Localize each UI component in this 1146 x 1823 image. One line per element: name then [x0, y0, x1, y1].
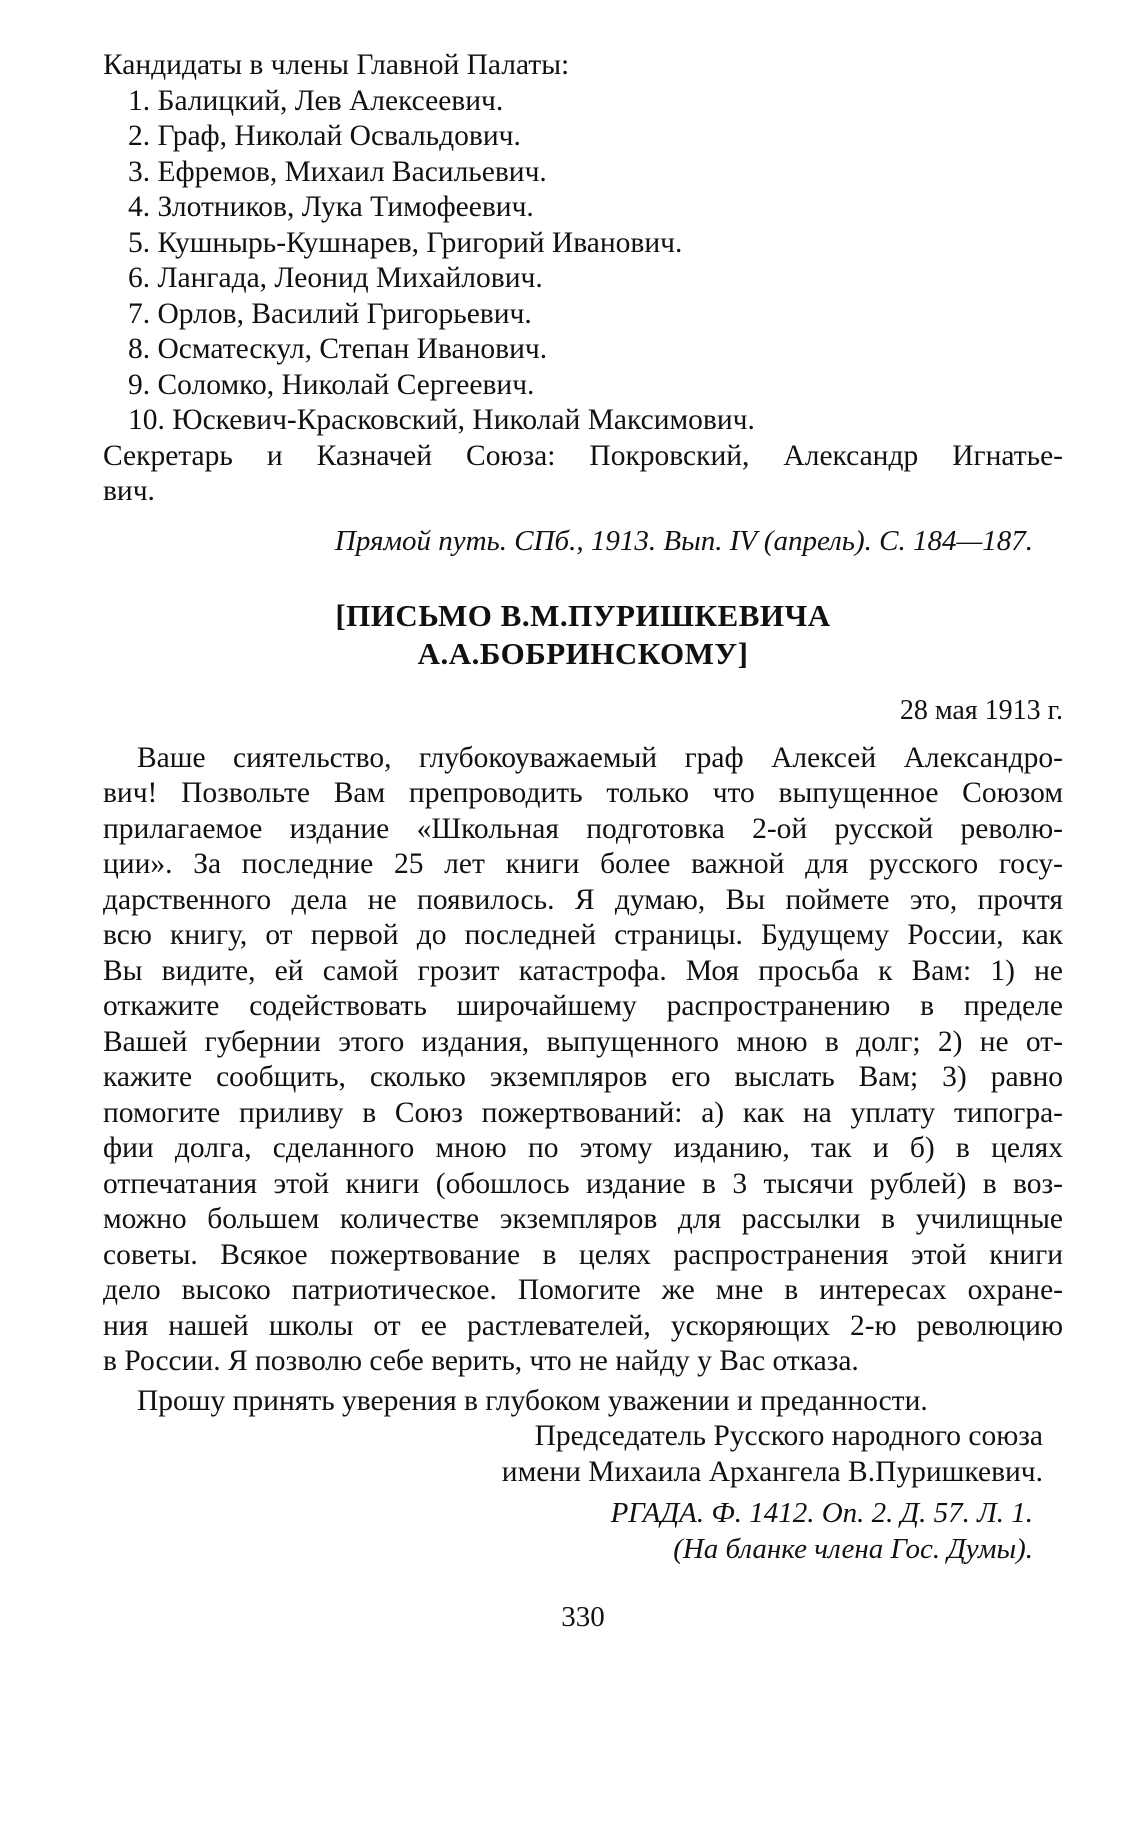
candidate-item: 6. Лангада, Леонид Михайлович.	[128, 262, 543, 294]
letter-body-line: советы. Всякое пожертвование в целях распространения этой книги	[103, 1238, 1063, 1271]
candidate-item: 4. Злотников, Лука Тимофеевич.	[128, 191, 534, 223]
letter-body-line: фии долга, сделанного мною по этому изданию, так и б) в целях	[103, 1132, 1063, 1164]
signature-line2: имени Михаила Архангела В.Пуришкевич.	[501, 1455, 1043, 1488]
letter-body-line: дарственного дела не появилось. Я думаю, Вы поймете это, прочтя	[103, 883, 1063, 916]
letter-body-line: дело высоко патриотическое. Помогите же мне в интересах охране-	[103, 1274, 1063, 1306]
letter-date: 28 мая 1913 г.	[899, 695, 1063, 726]
secretary-line-end: вич.	[103, 475, 155, 507]
candidate-item: 1. Балицкий, Лев Алексеевич.	[128, 84, 504, 117]
archive-note: (На бланке члена Гос. Думы).	[673, 1532, 1033, 1565]
letter-body-line: Вашей губернии этого издания, выпущенного мною в долг; 2) не от-	[103, 1025, 1063, 1058]
candidate-item: 10. Юскевич-Красковский, Николай Максимович.	[128, 404, 755, 436]
document-page	[103, 48, 1063, 1634]
letter-title-line1: [ПИСЬМО В.М.ПУРИШКЕВИЧА	[335, 598, 831, 633]
letter-closing: Прошу принять уверения в глубоком уважении и преданности.	[137, 1384, 928, 1417]
secretary-line: Секретарь и Казначей Союза: Покровский, Александр Игнатье-	[103, 439, 1063, 472]
letter-body-line: прилагаемое издание «Школьная подготовка 2-ой русской револю-	[103, 812, 1063, 845]
letter-body-line: помогите приливу в Союз пожертвований: а) как на уплату типогра-	[103, 1096, 1063, 1129]
letter-body-line: отпечатания этой книги (обошлось издание в 3 тысячи рублей) в воз-	[103, 1167, 1063, 1200]
candidates-heading: Кандидаты в члены Главной Палаты:	[103, 49, 570, 81]
candidate-item: 9. Соломко, Николай Сергеевич.	[128, 368, 535, 401]
letter-body-line: вич! Позвольте Вам препроводить только что выпущенное Союзом	[103, 777, 1063, 809]
letter-body-line: всю книгу, от первой до последней страницы. Будущему России, как	[103, 919, 1063, 951]
letter-body-line: в России. Я позволю себе верить, что не найду у Вас отказа.	[103, 1345, 859, 1377]
letter-body-line: Ваше сиятельство, глубокоуважаемый граф Алексей Александро-	[137, 741, 1063, 774]
signature-line1: Председатель Русского народного союза	[534, 1420, 1043, 1452]
candidate-item: 7. Орлов, Василий Григорьевич.	[128, 297, 532, 330]
candidate-item: 2. Граф, Николай Освальдович.	[128, 120, 521, 152]
source-citation: Прямой путь. СПб., 1913. Вып. IV (апрель). С. 184—187.	[334, 524, 1033, 557]
candidate-item: 3. Ефремов, Михаил Васильевич.	[128, 155, 547, 188]
candidate-item: 5. Кушнырь-Кушнарев, Григорий Иванович.	[128, 226, 683, 259]
letter-title-line2: А.А.БОБРИНСКОМУ]	[417, 636, 749, 671]
page-number: 330	[561, 1601, 605, 1633]
letter-body-line: откажите содействовать широчайшему распространению в пределе	[103, 990, 1063, 1022]
candidates-list	[103, 84, 1063, 439]
letter-body-line: ния нашей школы от ее растлевателей, ускоряющих 2-ю революцию	[103, 1309, 1063, 1342]
letter-body	[103, 741, 1063, 1380]
archive-citation: РГАДА. Ф. 1412. Оп. 2. Д. 57. Л. 1.	[610, 1497, 1033, 1529]
letter-body-line: можно большем количестве экземпляров для рассылки в училищные	[103, 1203, 1063, 1235]
letter-body-line: ции». За последние 25 лет книги более важной для русского госу-	[103, 848, 1063, 880]
letter-body-line: кажите сообщить, сколько экземпляров его выслать Вам; 3) равно	[103, 1061, 1063, 1093]
candidate-item: 8. Осматескул, Степан Иванович.	[128, 333, 548, 365]
letter-body-line: Вы видите, ей самой грозит катастрофа. Моя просьба к Вам: 1) не	[103, 954, 1063, 987]
